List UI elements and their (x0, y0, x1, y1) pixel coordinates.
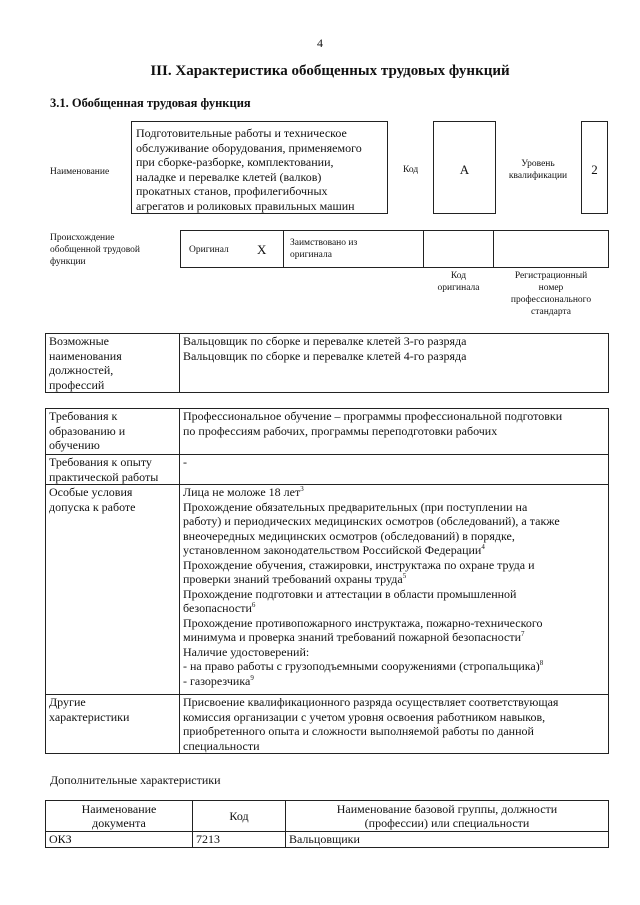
reg-number-caption (493, 270, 609, 318)
condition-text: - на право работы с грузоподъемными сооружениями (стропальщика) (183, 659, 540, 673)
header-code: Код (193, 801, 286, 832)
footnote-mark: 9 (250, 673, 254, 682)
header-document-line: документа (92, 816, 146, 830)
header-document (46, 801, 193, 832)
education-label-line: обучению (49, 438, 100, 452)
name-label: Наименование (50, 167, 110, 177)
other-value-line: Присвоение квалификационного разряда осуществляет соответствующая (183, 695, 559, 709)
condition-text: Лица не моложе 18 лет (183, 485, 301, 499)
function-name-line: агрегатов и роликовых правильных машин (136, 198, 355, 213)
experience-label-line: Требования к опыту (49, 455, 152, 469)
conditions-label-line: допуска к работе (49, 499, 136, 514)
experience-value: - (180, 455, 609, 485)
education-value-line: Профессиональное обучение – программы профессиональной подготовки (183, 409, 563, 423)
condition-text: Прохождение обучения, стажировки, инструктажа по охране труда и (183, 557, 535, 572)
condition-line (183, 529, 605, 544)
condition-line (183, 645, 605, 660)
condition-line (183, 630, 605, 645)
condition-text: Прохождение обязательных предварительных (при поступлении на (183, 499, 528, 514)
condition-text: Прохождение подготовки и аттестации в области промышленной (183, 586, 517, 601)
condition-text: безопасности (183, 601, 252, 615)
footnote-mark: 3 (300, 485, 304, 493)
condition-line (183, 543, 605, 558)
origin-label (50, 232, 140, 268)
reg-number-caption-line: профессионального (510, 295, 592, 305)
experience-label (46, 455, 180, 485)
function-name-line: наладке и перевалке клетей (валков) (136, 169, 322, 184)
footnote-mark: 4 (481, 543, 485, 551)
positions-label (46, 334, 180, 393)
other-label-line: характеристики (49, 709, 130, 724)
origin-label-line: Происхождение (50, 233, 115, 243)
level-value: 2 (591, 162, 598, 177)
table-cell-document: ОКЗ (46, 832, 193, 848)
condition-text: внеочередных медицинских осмотров (обследований) в порядке, (183, 528, 515, 543)
requirements-table (45, 408, 609, 754)
reg-number-caption-line: стандарта (531, 307, 571, 317)
condition-text: Прохождение противопожарного инструктажа, пожарно-технического (183, 615, 543, 630)
code-value: A (459, 162, 470, 177)
condition-text: - газорезчика (183, 673, 251, 688)
positions-label-line: должностей, (49, 363, 114, 377)
other-value-line: комиссия организации с учетом уровня освоения работником навыков, (183, 709, 546, 724)
condition-line (183, 514, 605, 529)
header-document-line: Наименование (81, 801, 157, 816)
level-label-line: квалификации (508, 171, 568, 181)
borrowed-label-line: оригинала (290, 250, 332, 260)
other-label-line: Другие (49, 695, 86, 709)
orig-code-box (423, 230, 494, 268)
borrowed-box (283, 230, 424, 268)
condition-line (183, 616, 605, 631)
function-name-line: при сборке-разборке, комплектовании, (136, 155, 334, 169)
origin-label-line: обобщенной трудовой (50, 245, 140, 255)
code-value-box (433, 121, 496, 214)
reg-number-caption-line: номер (538, 283, 564, 293)
page-number: 4 (317, 36, 323, 50)
positions-label-line: Возможные (49, 334, 109, 348)
other-value-line: приобретенного опыта и сложности выполняемой работы по данной (183, 724, 534, 738)
footnote-mark: 6 (251, 601, 256, 609)
reg-number-box (493, 230, 609, 268)
condition-text: минимума и проверка знаний требований пожарной безопасности (183, 630, 522, 644)
reg-number-caption-line: Регистрационный (514, 271, 588, 281)
function-name-line: обслуживание оборудования, применяемого (136, 140, 362, 155)
position-item: Вальцовщик по сборке и перевалке клетей 3-го разряда (183, 334, 467, 348)
condition-line (183, 674, 605, 689)
header-group-line: (профессии) или специальности (364, 816, 530, 830)
condition-line (183, 601, 605, 616)
education-label-line: образованию и (49, 423, 126, 438)
positions-label-line: профессий (49, 377, 105, 392)
conditions-value (180, 485, 609, 695)
table-cell-code: 7213 (193, 832, 286, 848)
education-label-line: Требования к (49, 409, 118, 423)
experience-label-line: практической работы (49, 469, 159, 484)
other-value (180, 695, 609, 754)
condition-line (183, 500, 605, 515)
header-group-line: Наименование базовой группы, должности (336, 801, 558, 816)
condition-text: проверки знаний требований охраны труда (183, 572, 403, 586)
footnote-mark: 7 (521, 630, 525, 638)
original-box (180, 230, 284, 268)
header-group (286, 801, 609, 832)
condition-line (183, 485, 605, 500)
original-mark: X (257, 242, 267, 257)
condition-line (183, 572, 605, 587)
positions-table (45, 333, 609, 393)
origin-label-line: функции (50, 257, 86, 267)
level-label-line: Уровень (521, 159, 555, 169)
section-title: III. Характеристика обобщенных трудовых функций (150, 63, 510, 79)
level-label (498, 158, 578, 182)
education-value (180, 409, 609, 455)
orig-code-caption (423, 270, 494, 294)
table-cell-group: Вальцовщики (286, 832, 609, 848)
borrowed-label-line: Заимствовано из (290, 238, 358, 248)
other-label (46, 695, 180, 754)
original-label: Оригинал (189, 245, 229, 255)
orig-code-caption-line: оригинала (437, 283, 480, 293)
conditions-label-line: Особые условия (49, 485, 133, 499)
level-value-box (581, 121, 608, 214)
function-name-line: прокатных станов, профилегибочных (136, 184, 328, 198)
code-label: Код (403, 165, 419, 175)
conditions-label (46, 485, 180, 695)
condition-text: работу) и периодических медицинских осмотров (обследований), а также (183, 514, 560, 528)
condition-text: установленном законодательством Российской Федерации (183, 543, 482, 557)
position-item: Вальцовщик по сборке и перевалке клетей 4-го разряда (183, 348, 467, 363)
condition-text: Наличие удостоверений: (183, 644, 310, 659)
condition-line (183, 558, 605, 573)
condition-line (183, 659, 605, 674)
positions-values (180, 334, 609, 393)
additional-table (45, 800, 609, 848)
education-label (46, 409, 180, 455)
condition-line (183, 587, 605, 602)
education-value-line: по профессиям рабочих, программы переподготовки рабочих (183, 423, 498, 438)
subsection-title: 3.1. Обобщенная трудовая функция (50, 96, 251, 110)
footnote-mark: 8 (539, 659, 544, 667)
function-name-box (131, 121, 388, 214)
function-name-line: Подготовительные работы и техническое (136, 126, 347, 140)
other-value-line: специальности (183, 738, 260, 753)
footnote-mark: 5 (402, 572, 407, 580)
orig-code-caption-line: Код (450, 271, 467, 281)
positions-label-line: наименования (49, 348, 122, 363)
additional-title: Дополнительные характеристики (50, 773, 221, 787)
